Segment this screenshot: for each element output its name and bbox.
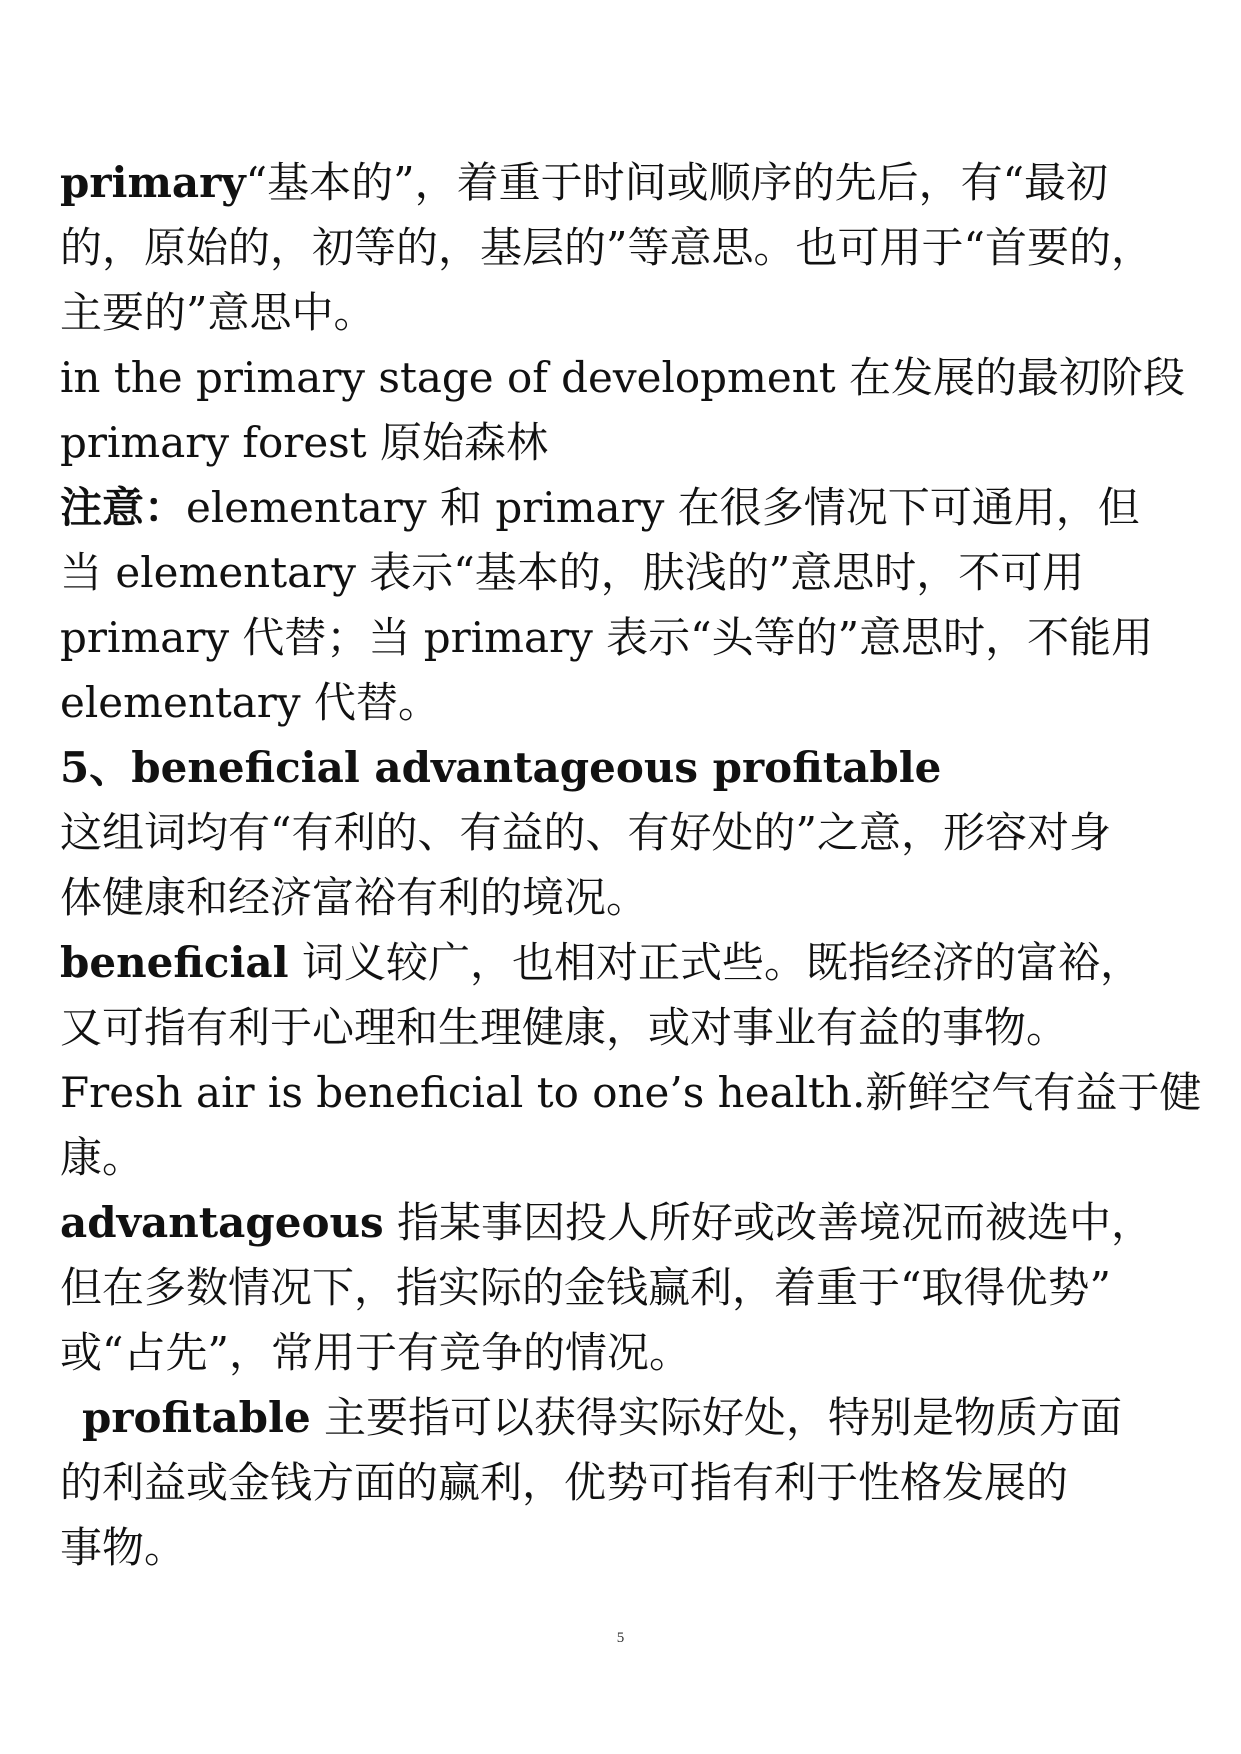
section-5-heading: 5、beneficial advantageous profitable — [60, 743, 942, 792]
primary-definition-line-2: 的，原始的，初等的，基层的”等意思。也可用于“首要的， — [60, 223, 1153, 272]
advantageous-text: 指某事因投人所好或改善境况而被选中， — [383, 1198, 1153, 1247]
profitable-line-1 — [60, 1385, 1180, 1450]
primary-example-1: in the primary stage of development 在发展的最初阶段 — [60, 353, 1186, 402]
page-number: 5 — [616, 1630, 625, 1646]
advantageous-line-2: 但在多数情况下，指实际的金钱赢利，着重于“取得优势” — [60, 1263, 1111, 1312]
profitable-text: 主要指可以获得实际好处，特别是物质方面 — [310, 1393, 1123, 1442]
document-body — [60, 150, 1202, 1580]
beneficial-example-line-2: 康。 — [60, 1133, 145, 1182]
term-primary: primary — [60, 158, 246, 207]
beneficial-line-1 — [60, 930, 1180, 995]
section-5-intro-line-1: 这组词均有“有利的、有益的、有好处的”之意，形容对身 — [60, 808, 1111, 857]
term-profitable: profitable — [82, 1393, 311, 1442]
primary-definition-text: “基本的”，着重于时间或顺序的先后，有“最初 — [245, 158, 1109, 207]
profitable-line-2: 的利益或金钱方面的赢利，优势可指有利于性格发展的 — [60, 1458, 1069, 1507]
primary-definition-line-3: 主要的”意思中。 — [60, 288, 376, 337]
note-line-2: 当 elementary 表示“基本的，肤浅的”意思时，不可用 — [60, 548, 1085, 597]
note-text: elementary 和 primary 在很多情况下可通用，但 — [186, 483, 1140, 532]
primary-definition-line-1 — [60, 150, 1180, 215]
note-line-4: elementary 代替。 — [60, 678, 440, 727]
advantageous-line-1 — [60, 1190, 1180, 1255]
beneficial-line-2: 又可指有利于心理和生理健康，或对事业有益的事物。 — [60, 1003, 1069, 1052]
term-advantageous: advantageous — [60, 1198, 384, 1247]
advantageous-line-3: 或“占先”，常用于有竞争的情况。 — [60, 1328, 691, 1377]
note-label: 注意： — [60, 483, 187, 532]
note-line-3: primary 代替；当 primary 表示“头等的”意思时，不能用 — [60, 613, 1154, 662]
beneficial-text: 词义较广，也相对正式些。既指经济的富裕， — [288, 938, 1142, 987]
profitable-line-3: 事物。 — [60, 1523, 187, 1572]
primary-example-2: primary forest 原始森林 — [60, 418, 548, 467]
note-line-1 — [60, 475, 1180, 540]
section-5-intro-line-2: 体健康和经济富裕有利的境况。 — [60, 873, 649, 922]
term-beneficial: beneficial — [60, 938, 289, 987]
beneficial-example-line-1: Fresh air is beneficial to one’s health.新鲜空气有益于健 — [60, 1068, 1202, 1117]
